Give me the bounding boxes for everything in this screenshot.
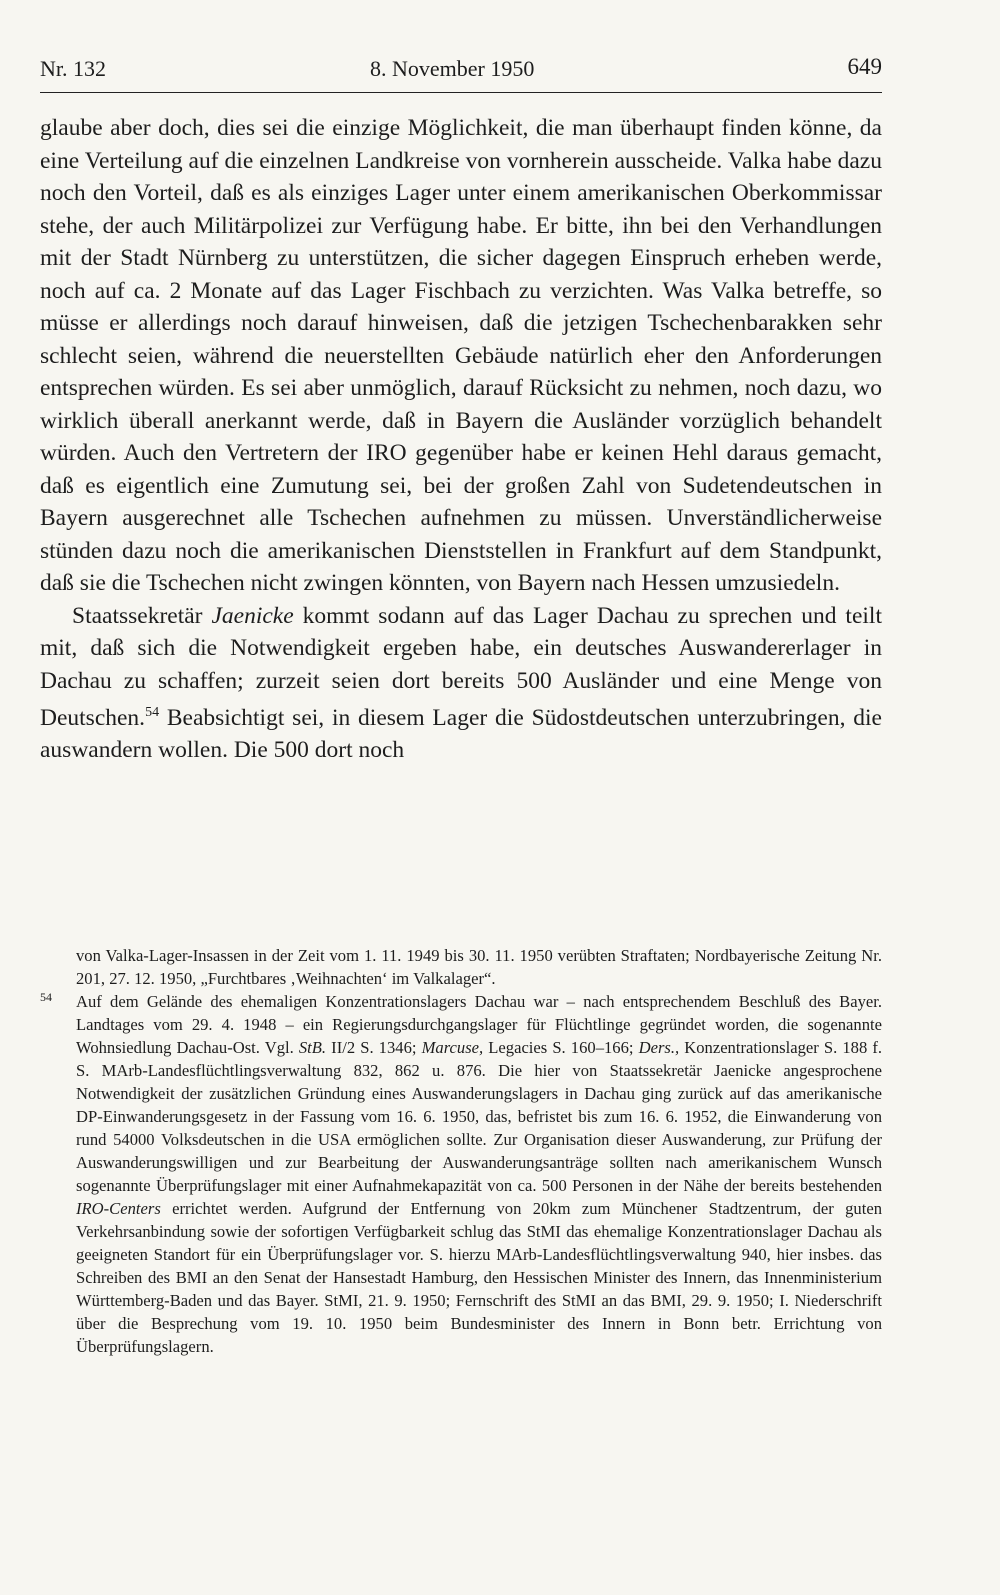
paragraph-2-text-b: Beabsichtigt sei, in diesem Lager die Südostdeutschen unterzubringen, die auswandern wollen. Die 500 dort noch — [40, 704, 882, 764]
author-ders: Ders., — [638, 1038, 680, 1057]
person-name-jaenicke: Jaenicke — [211, 602, 294, 629]
paragraph-2-text-a: kommt sodann auf das Lager Dachau zu sprechen und teilt mit, daß sich die Notwendigkeit ergeben habe, ein deutsches Auswandererlager in Dachau zu schaffen; zurzeit seien dort bereits 500 Ausländer und eine Menge von Deutschen. — [40, 602, 882, 731]
citation-stb: StB. — [298, 1038, 327, 1057]
footnote-continued-text: von Valka-Lager-Insassen in der Zeit vom 1. 11. 1949 bis 30. 11. 1950 verübten Straftaten; Nordbayerische Zeitung Nr. 201, 27. 12. 1950, „Furchtbares ‚Weihnachten‘ im Valkalager“. — [76, 946, 882, 988]
footnote-54-text-a: Auf dem Gelände des ehemaligen Konzentrationslagers Dachau war – nach entsprechendem Beschluß des Bayer. Landtages vom 29. 4. 1948 – ein Regierungsdurchgangslager für Flüchtlinge gegründet worden, die sogenannte Wohnsiedlung Dachau-Ost. Vgl. — [76, 992, 882, 1057]
document-number: Nr. 132 — [40, 56, 106, 81]
paragraph-2 — [40, 600, 882, 767]
footnote-continued — [40, 944, 882, 990]
footnote-54-text-b: II/2 S. 1346; — [326, 1038, 422, 1057]
footnotes — [40, 944, 882, 1358]
footnote-54-text-c: Legacies S. 160–166; — [483, 1038, 639, 1057]
running-header — [40, 50, 882, 93]
footnote-54-text-d: Konzentrationslager S. 188 f. S. MArb-Landesflüchtlingsverwaltung 832, 862 u. 876. Die hier von Staatssekretär Jaenicke angesprochene Notwendigkeit der zusätzlichen Gründung eines Auswanderungslagers in Dachau ging zurück auf das amerikanische DP-Einwanderungsgesetz in der Fassung vom 16. 6. 1950, das, befristet bis zum 16. 6. 1952, die Einwanderung von rund 54000 Volksdeutschen in die USA ermöglichen sollte. Zur Organisation dieser Auswanderung, zur Prüfung der Auswanderungswilligen und zur Bearbeitung der Auswanderungsanträge sollten nach amerikanischem Wunsch sogenannte Überprüfungslager mit einer Aufnahmekapazität von ca. 500 Personen in der Nähe der bereits bestehenden — [76, 1038, 883, 1195]
paragraph-2-lead: Staatssekretär — [72, 602, 212, 629]
footnote-54 — [40, 990, 882, 1358]
author-marcuse: Marcuse, — [421, 1038, 484, 1057]
footnote-54-text-e: errichtet werden. Aufgrund der Entfernung von 20km zum Münchener Stadtzentrum, der guten Verkehrsanbindung sowie der sofortigen Verfügbarkeit schlug das StMI das ehemalige Konzentrationslager Dachau als geeigneten Standort für ein Überprüfungslager vor. S. hierzu MArb-Landesflüchtlingsverwaltung 940, hier insbes. das Schreiben des BMI an den Senat der Hansestadt Hamburg, den Hessischen Minister des Innern, das Innenministerium Württemberg-Baden und das Bayer. StMI, 21. 9. 1950; Fernschrift des StMI an das BMI, 29. 9. 1950; I. Niederschrift über die Besprechung vom 19. 10. 1950 beim Bundesminister des Innern in Bonn betr. Errichtung von Überprüfungslagern. — [76, 1199, 882, 1356]
main-text — [40, 112, 882, 767]
term-iro-centers: IRO-Centers — [76, 1199, 161, 1218]
paragraph-1: glaube aber doch, dies sei die einzige Möglichkeit, die man überhaupt finden könne, da eine Verteilung auf die einzelnen Landkreise von vornherein ausscheide. Valka habe dazu noch den Vorteil, daß es als einziges Lager unter einem amerikanischen Oberkommissar stehe, der auch Militärpolizei zur Verfügung habe. Er bitte, ihn bei den Verhandlungen mit der Stadt Nürnberg zu unterstützen, die sicher dagegen Einspruch erheben werde, noch auf ca. 2 Monate auf das Lager Fischbach zu verzichten. Was Valka betreffe, so müsse er allerdings noch darauf hinweisen, daß die jetzigen Tschechenbarakken sehr schlecht seien, während die neuerstellten Gebäude natürlich eher den Anforderungen entsprechen würden. Es sei aber unmöglich, darauf Rücksicht zu nehmen, noch dazu, wo wirklich überall anerkannt werde, daß in Bayern die Ausländer vorzüglich behandelt würden. Auch den Vertretern der IRO gegenüber habe er keinen Hehl daraus gemacht, daß es eigentlich eine Zumutung sei, bei der großen Zahl von Sudetendeutschen in Bayern ausgerechnet alle Tschechen aufnehmen zu müssen. Unverständlicherweise stünden dazu noch die amerikanischen Dienststellen in Frankfurt auf dem Standpunkt, daß sie die Tschechen nicht zwingen könnten, von Bayern nach Hessen umzusiedeln. — [40, 115, 882, 596]
page-number: 649 — [847, 54, 882, 79]
footnote-54-number: 54 — [40, 990, 52, 1004]
footnote-reference-54[interactable]: 54 — [145, 705, 160, 720]
header-date: 8. November 1950 — [370, 56, 535, 81]
